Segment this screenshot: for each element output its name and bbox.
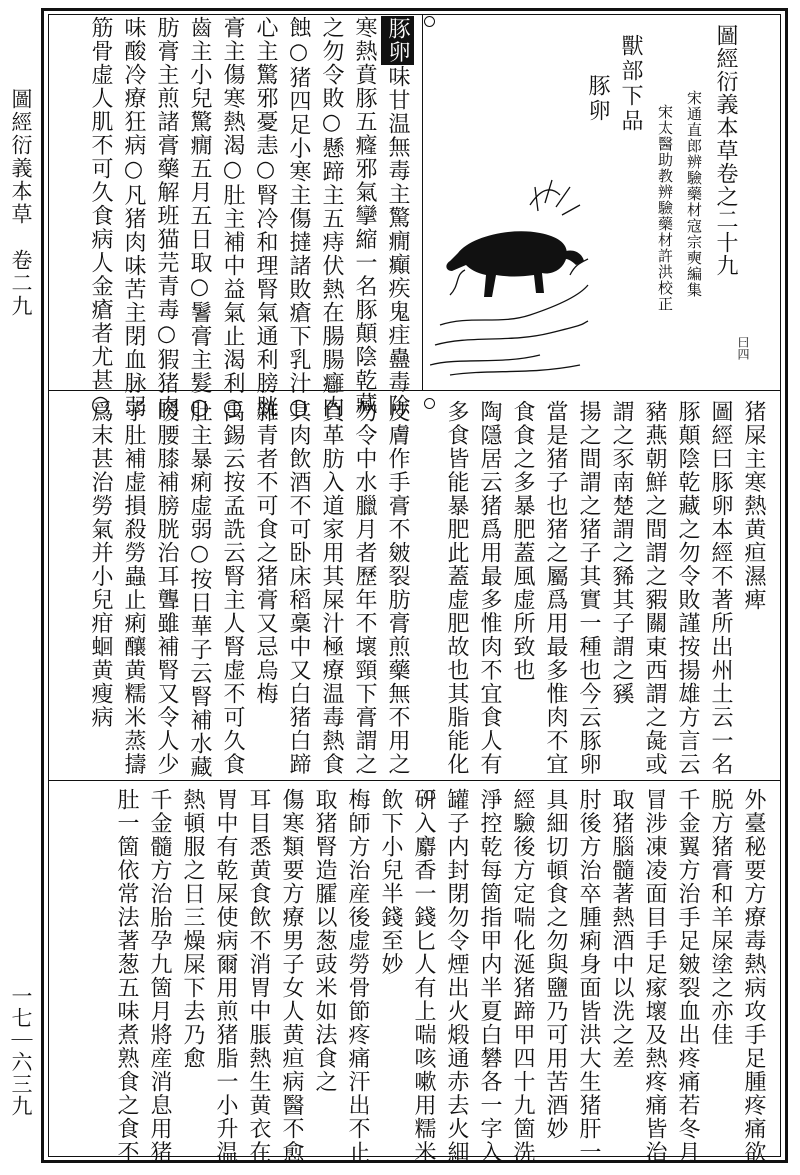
- text-column: 經驗後方定喘化涎猪蹄甲四十九箇洗: [510, 788, 535, 1164]
- text-column: 其肉飲酒不可卧床稻稾中又白猪白蹄: [286, 400, 311, 776]
- text-column: 心主驚邪憂恚○腎冷和理腎氣通利膀胱: [253, 16, 278, 419]
- editor-credit: 宋通直郎辨驗藥材寇宗奭編集: [685, 90, 703, 298]
- text-column: 爲末甚治勞氣并小兒疳蛔黄瘦病: [88, 400, 113, 729]
- text-column: 胃中有乾屎使病爾用煎猪脂一小升温: [213, 788, 238, 1164]
- pig-illustration: [430, 175, 590, 385]
- entry-first-line: 味甘温無毒主驚癇癲疾鬼疰蠱毒除: [385, 65, 410, 418]
- text-column: 齒主小兒驚癇五月五日取○鬐膏主髮○: [187, 16, 212, 422]
- text-column: 多食皆能暴肥此蓋虚肥故也其脂能化: [444, 400, 469, 776]
- text-column: 飲下小兒半錢至妙: [378, 788, 403, 976]
- text-column: 陶隱居云猪爲用最多惟肉不宜食人有: [477, 400, 502, 776]
- section-circle-marker: [424, 16, 435, 27]
- text-column: 圖經曰豚卵本經不著所出州土云一名: [708, 400, 733, 776]
- text-column: 千金髓方治胎孕九箇月將産消息用猪: [147, 788, 172, 1164]
- text-column: 豬燕朝鮮之間謂之豭關東西謂之彘或: [642, 400, 667, 776]
- text-column: 暖腰膝補膀胱治耳聾雖補腎又令人少: [154, 400, 179, 776]
- entry-label-box: 豚卵: [381, 16, 414, 65]
- text-column: 取猪腎造臛以葱豉米如法食之: [312, 788, 337, 1094]
- reviser-credit: 宋太醫助教辨驗藥材許洪校正: [656, 104, 674, 312]
- sheet-number: 曰四: [736, 336, 750, 360]
- text-column: 當是猪子也猪之屬爲用最多惟肉不宜: [543, 400, 568, 776]
- text-column: 謂之豕南楚謂之豨其子謂之豯: [609, 400, 634, 706]
- text-column: 寒熱賁豚五癃邪氣攣縮一名豚顛陰乾藏: [352, 16, 377, 416]
- text-column: 罐子内封閉勿令煙出火煅通赤去火細: [444, 788, 469, 1164]
- text-column: 豚顛陰乾藏之勿令敗謹按揚雄方言云: [675, 400, 700, 776]
- text-column: 子肚補虚損殺勞蟲止痢釀黄糯米蒸擣: [121, 400, 146, 776]
- section-title: 獸部下品: [618, 34, 643, 134]
- text-column: 外臺秘要方療毒熱病攻手足腫疼痛欲: [741, 788, 766, 1164]
- text-column: 冒涉凍凌面目手足瘃壞及熱疼痛皆治: [642, 788, 667, 1164]
- entry-pig-testicle: [84, 16, 414, 422]
- text-column: 脱方猪膏和羊屎塗之亦佳: [708, 788, 733, 1047]
- text-column: 傷寒類要方療男子女人黄疸病醫不愈: [279, 788, 304, 1164]
- text-column: 之勿令敗○懸蹄主五痔伏熱在腸腸癰内: [319, 16, 344, 419]
- margin-page-number: 一七｜六三九: [9, 985, 33, 1117]
- section-circle-marker: [424, 790, 435, 801]
- text-column: 肪膏主煎諸膏藥解班猫芫青毒○猳猪肉: [154, 16, 179, 419]
- prescriptions-section: [110, 788, 770, 1164]
- margin-book-title: 圖經衍義本草 卷二九: [9, 88, 33, 318]
- text-column: 猪屎主寒熱黄疸濕痺: [741, 400, 766, 612]
- text-column: 千金翼方治手足皴裂血出疼痛若冬月: [675, 788, 700, 1164]
- text-column: 味酸冷療狂病○凡猪肉味苦主閉血脉弱: [121, 16, 146, 419]
- text-column: 肚一箇依常法著葱五味煮熟食之食不: [114, 788, 139, 1164]
- chapter-title: 圖經衍義本草卷之二十九: [713, 24, 738, 277]
- text-column: 耳目悉黄食飲不消胃中脹熱生黄衣在: [246, 788, 271, 1164]
- text-column: 揚之間謂之猪子其實一種也今云豚卵: [576, 400, 601, 776]
- commentary-yuxi: [84, 400, 414, 779]
- text-column: 取猪腦髓著熱酒中以洗之差: [609, 788, 634, 1070]
- text-column: 熱頓服之日三燥屎下去乃愈: [180, 788, 205, 1070]
- text-column: 肚主暴痢虚弱○按日華子云腎補水藏: [187, 400, 212, 779]
- text-column: 雜青者不可食之猪膏又忌烏梅: [253, 400, 278, 706]
- text-column: 食食之多暴肥蓋風虚所致也: [510, 400, 535, 682]
- text-column: 肘後方治卒腫痢身面皆洪大生猪肝一: [576, 788, 601, 1164]
- text-column-1: [381, 16, 414, 418]
- text-column: 筋骨虚人肌不可久食病人金瘡者尤甚○: [88, 16, 113, 419]
- text-column: 梅師方治産後虚勞骨節疼痛汗出不止: [345, 788, 370, 1164]
- text-column: 具細切頓食之勿與鹽乃可用苦酒妙: [543, 788, 568, 1141]
- text-column: 淨控乾每箇指甲内半夏白礬各一字入: [477, 788, 502, 1164]
- text-column: 禹錫云按孟詵云腎主人腎虚不可久食: [220, 400, 245, 776]
- text-column: 負革肪入道家用其屎汁極療温毒熱食: [319, 400, 344, 776]
- text-column: 勿令中水臘月者歷年不壞頸下膏謂之: [352, 400, 377, 776]
- text-column: 膏主傷寒熱渴○肚主補中益氣止渴利○: [220, 16, 245, 422]
- divider-vertical: [422, 14, 423, 390]
- item-title: 豚卵: [585, 74, 610, 124]
- text-column: 蝕○猪四足小寒主傷撻諸敗瘡下乳汁○: [286, 16, 311, 422]
- section-circle-marker: [424, 398, 435, 409]
- text-column: 研入麝香一錢匕人有上喘咳嗽用糯米: [411, 788, 436, 1164]
- divider-bottom: [48, 780, 781, 781]
- commentary-tujing: [440, 400, 770, 776]
- text-column: 皮膚作手膏不皴裂肪膏煎藥無不用之: [385, 400, 410, 776]
